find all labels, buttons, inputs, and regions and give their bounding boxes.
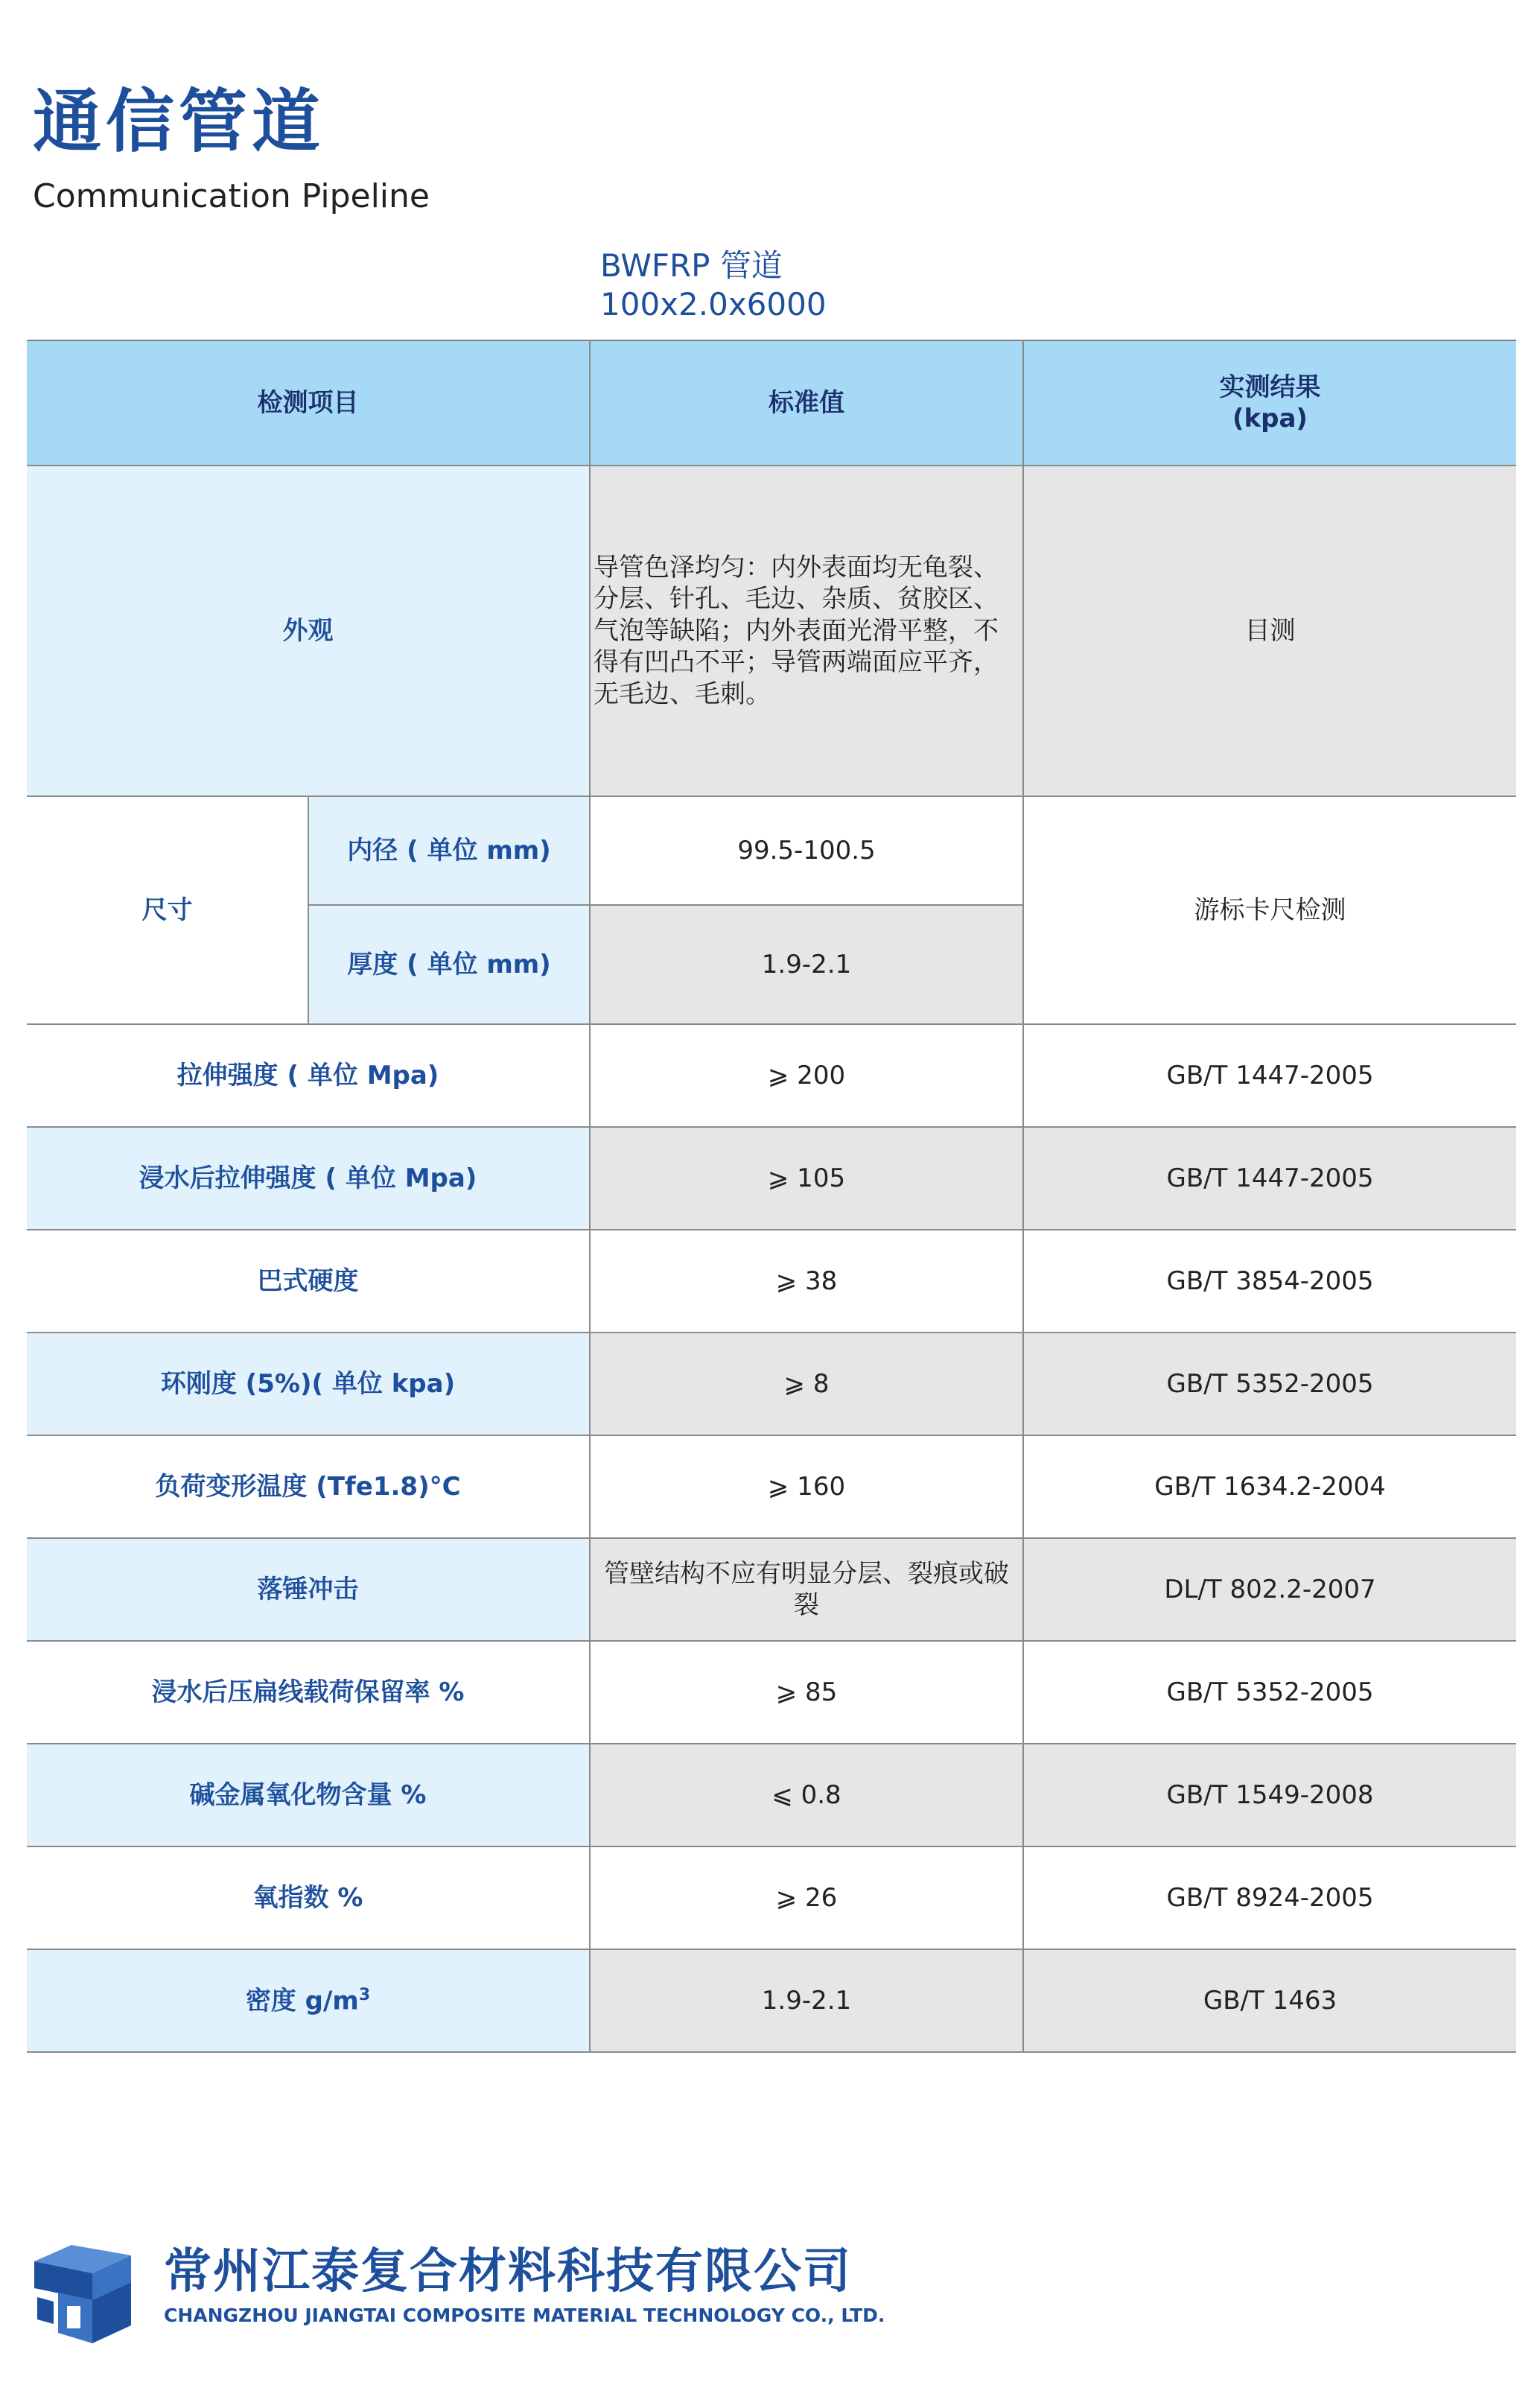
table-row	[27, 1949, 1516, 2052]
density-unit-sup: 3	[358, 1985, 371, 2004]
table-header-row	[27, 340, 1516, 466]
row-standard: ⩾ 105	[590, 1127, 1023, 1230]
row-standard: ⩾ 160	[590, 1435, 1023, 1538]
row-result: DL/T 802.2-2007	[1023, 1538, 1516, 1641]
row-standard: ⩾ 26	[590, 1846, 1023, 1949]
row-item: 氧指数 %	[27, 1846, 590, 1949]
density-item	[27, 1949, 590, 2052]
row-item: 环刚度 (5%)( 单位 kpa)	[27, 1333, 590, 1435]
table-row	[27, 1333, 1516, 1435]
row-result: GB/T 3854-2005	[1023, 1230, 1516, 1333]
header-standard: 标准值	[590, 340, 1023, 466]
page-subtitle: Communication Pipeline	[33, 177, 430, 215]
row-result: GB/T 5352-2005	[1023, 1641, 1516, 1744]
row-result: GB/T 8924-2005	[1023, 1846, 1516, 1949]
header-result-line2: (kpa)	[1232, 404, 1308, 434]
thickness-value: 1.9-2.1	[590, 905, 1023, 1024]
product-size: 100x2.0x6000	[600, 286, 827, 323]
table-row	[27, 1744, 1516, 1846]
inner-diameter-label: 内径 ( 单位 mm)	[308, 796, 590, 905]
row-item: 碱金属氧化物含量 %	[27, 1744, 590, 1846]
table-row	[27, 1435, 1516, 1538]
row-result: GB/T 1634.2-2004	[1023, 1435, 1516, 1538]
header-result	[1023, 340, 1516, 466]
row-result: GB/T 1447-2005	[1023, 1024, 1516, 1127]
row-standard: 1.9-2.1	[590, 1949, 1023, 2052]
header-item: 检测项目	[27, 340, 590, 466]
company-name-en: CHANGZHOU JIANGTAI COMPOSITE MATERIAL TECHNOLOGY CO., LTD.	[164, 2305, 885, 2326]
row-item: 落锤冲击	[27, 1538, 590, 1641]
table-row	[27, 1641, 1516, 1744]
table-row	[27, 1846, 1516, 1949]
table-row	[27, 796, 1516, 905]
row-standard: ⩾ 8	[590, 1333, 1023, 1435]
row-result: 目测	[1023, 466, 1516, 796]
row-result: GB/T 1447-2005	[1023, 1127, 1516, 1230]
dimension-item: 尺寸	[27, 796, 308, 1024]
table-row	[27, 1127, 1516, 1230]
row-result: GB/T 5352-2005	[1023, 1333, 1516, 1435]
row-standard: ⩽ 0.8	[590, 1744, 1023, 1846]
row-standard: ⩾ 200	[590, 1024, 1023, 1127]
page-title: 通信管道	[33, 82, 325, 162]
thickness-label: 厚度 ( 单位 mm)	[308, 905, 590, 1024]
density-label: 密度 g/m	[245, 1985, 359, 2016]
row-result: GB/T 1463	[1023, 1949, 1516, 2052]
row-item: 巴式硬度	[27, 1230, 590, 1333]
spec-table	[27, 340, 1516, 2053]
row-standard: 管壁结构不应有明显分层、裂痕或破裂	[590, 1538, 1023, 1641]
inner-diameter-value: 99.5-100.5	[590, 796, 1023, 905]
table-row	[27, 1538, 1516, 1641]
row-standard: ⩾ 85	[590, 1641, 1023, 1744]
table-row	[27, 1230, 1516, 1333]
row-standard: ⩾ 38	[590, 1230, 1023, 1333]
company-name: 常州江泰复合材料科技有限公司	[164, 2244, 852, 2299]
row-item: 外观	[27, 466, 590, 796]
row-item: 拉伸强度 ( 单位 Mpa)	[27, 1024, 590, 1127]
row-item: 浸水后拉伸强度 ( 单位 Mpa)	[27, 1127, 590, 1230]
company-logo-cube-icon	[28, 2235, 140, 2346]
row-item: 浸水后压扁线载荷保留率 %	[27, 1641, 590, 1744]
row-standard: 导管色泽均匀：内外表面均无龟裂、分层、针孔、毛边、杂质、贫胶区、气泡等缺陷；内外表面光滑平整，不得有凹凸不平；导管两端面应平齐，无毛边、毛刺。	[590, 466, 1023, 796]
header-result-line1: 实测结果	[1219, 372, 1321, 402]
table-row	[27, 466, 1516, 796]
dimension-result: 游标卡尺检测	[1023, 796, 1516, 1024]
row-result: GB/T 1549-2008	[1023, 1744, 1516, 1846]
table-row	[27, 1024, 1516, 1127]
row-item: 负荷变形温度 (Tfe1.8)°C	[27, 1435, 590, 1538]
product-name: BWFRP 管道	[600, 247, 783, 284]
